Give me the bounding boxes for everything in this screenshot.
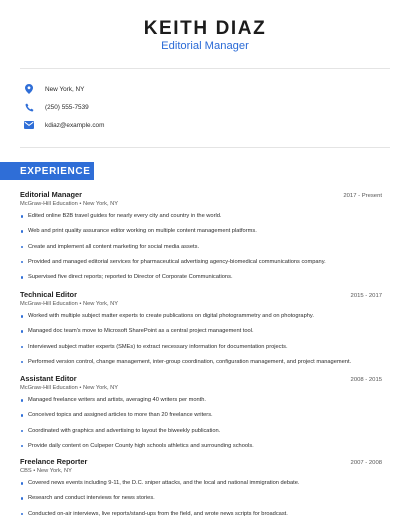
job-title: Freelance Reporter (20, 457, 88, 466)
location-text: New York, NY (45, 85, 85, 93)
phone-icon (22, 100, 36, 114)
list-item: Create and implement all content marketing for social media assets. (20, 244, 382, 259)
job-company-line: McGraw-Hill Education • New York, NY (20, 201, 119, 207)
job-company-line: CBS • New York, NY (20, 468, 72, 474)
list-item: Conducted on-air interviews, live reports/stand-ups from the field, and wrote news scripts for broadcast. (20, 511, 382, 526)
job-company: CBS (20, 468, 32, 474)
divider (20, 147, 390, 148)
list-item: Provide daily content on Culpeper County high schools athletics and surrounding schools. (20, 443, 382, 458)
job-title: Assistant Editor (20, 374, 77, 383)
contact-phone (20, 100, 320, 114)
job-entry (20, 290, 382, 374)
job-dates: 2007 - 2008 (350, 460, 382, 466)
job-dates: 2017 - Present (343, 193, 382, 199)
job-location: New York, NY (83, 301, 119, 307)
email-icon (22, 118, 36, 132)
job-dates: 2008 - 2015 (350, 377, 382, 383)
list-item: Web and print quality assurance editor working on multiple content management platforms. (20, 228, 382, 243)
contact-email (20, 118, 320, 132)
resume-title: Editorial Manager (161, 40, 249, 52)
experience-heading: EXPERIENCE (0, 162, 94, 180)
contact-location (20, 82, 320, 96)
job-entry (20, 457, 382, 526)
job-location: New York, NY (83, 201, 119, 207)
job-company: McGraw-Hill Education (20, 385, 78, 391)
job-company-line: McGraw-Hill Education • New York, NY (20, 385, 119, 391)
list-item: Conceived topics and assigned articles to more than 20 freelance writers. (20, 412, 382, 427)
phone-text: (250) 555-7539 (45, 103, 89, 111)
list-item: Managed doc team's move to Microsoft SharePoint as a central project management tool. (20, 328, 382, 343)
job-location: New York, NY (83, 385, 119, 391)
divider (20, 68, 390, 69)
list-item: Coordinated with graphics and advertising to layout the biweekly publication. (20, 428, 382, 443)
email-text: kdiaz@example.com (45, 121, 105, 129)
job-title: Technical Editor (20, 290, 77, 299)
list-item: Worked with multiple subject matter experts to create publications on digital photogrammetry and on photography. (20, 313, 382, 328)
list-item: Interviewed subject matter experts (SMEs) to extract necessary information for documentation projects. (20, 344, 382, 359)
job-entry (20, 374, 382, 458)
list-item: Covered news events including 9-11, the D.C. sniper attacks, and the local and national immigration debate. (20, 480, 382, 495)
job-title: Editorial Manager (20, 190, 83, 199)
list-item: Managed freelance writers and artists, averaging 40 writers per month. (20, 397, 382, 412)
job-location: New York, NY (36, 468, 72, 474)
job-company: McGraw-Hill Education (20, 201, 78, 207)
job-entry (20, 190, 382, 289)
job-dates: 2015 - 2017 (350, 293, 382, 299)
location-pin-icon (22, 82, 36, 96)
job-company-line: McGraw-Hill Education • New York, NY (20, 301, 119, 307)
list-item: Performed version control, change management, inter-group coordination, configuration management, and project management. (20, 359, 382, 374)
resume-name: KEITH DIAZ (143, 18, 267, 39)
list-item: Edited online B2B travel guides for nearly every city and country in the world. (20, 213, 382, 228)
list-item: Supervised five direct reports; reported to Director of Corporate Communications. (20, 274, 382, 289)
list-item: Provided and managed editorial services for pharmaceutical advertising agency-biomedical communications company. (20, 259, 382, 274)
job-company: McGraw-Hill Education (20, 301, 78, 307)
list-item: Research and conduct interviews for news stories. (20, 495, 382, 510)
